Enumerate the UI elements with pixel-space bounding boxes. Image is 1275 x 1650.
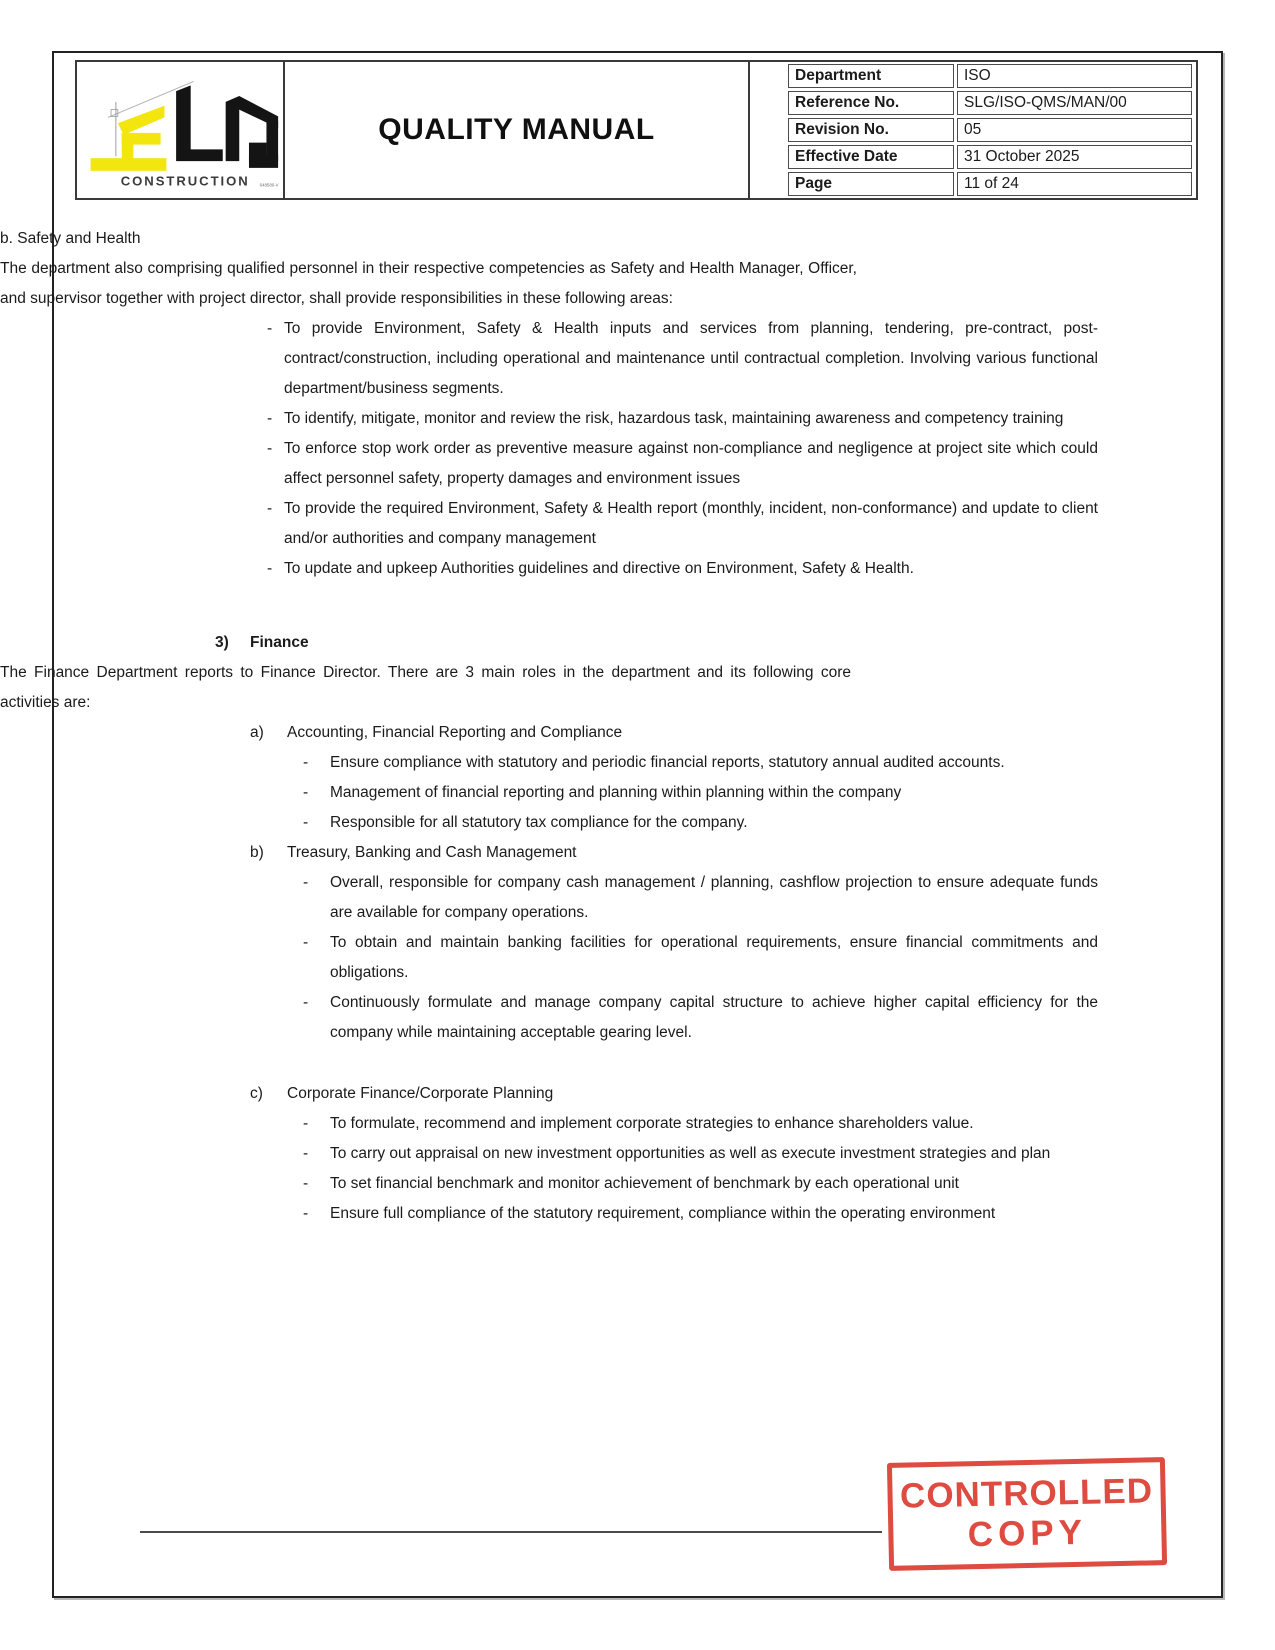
finance-intro: The Finance Department reports to Finance Director. There are 3 main roles in the department and its following core activities are: (0, 664, 851, 711)
logo-l-shape (176, 85, 223, 161)
subsection-title: Accounting, Financial Reporting and Compliance (287, 724, 623, 741)
document-meta-table (785, 61, 1195, 199)
subsection-heading (250, 1079, 1275, 1109)
list-item-text: To obtain and maintain banking facilities for operational requirements, ensure financial commitments and obligations. (330, 934, 1098, 981)
bullet-dash: - (267, 500, 273, 517)
bullet-dash: - (303, 1205, 309, 1222)
logo-reg-text: 648580-V (259, 182, 279, 188)
document-body (0, 224, 1275, 1229)
finance-section (0, 628, 1275, 1229)
list-item-text: To update and upkeep Authorities guidelines and directive on Environment, Safety & Health. (284, 560, 914, 577)
meta-row-reference (788, 91, 1192, 115)
finance-heading-text: Finance (250, 634, 309, 651)
title-cell (285, 62, 750, 198)
meta-label: Revision No. (788, 118, 954, 142)
stamp-text-line1: CONTROLLED (899, 1471, 1154, 1516)
list-item-text: To set financial benchmark and monitor achievement of benchmark by each operational unit (330, 1175, 959, 1192)
document-header (75, 60, 1198, 200)
list-item (303, 988, 1098, 1048)
logo-construction-text: CONSTRUCTION (120, 173, 250, 189)
bullet-dash: - (303, 814, 309, 831)
bullet-dash: - (267, 320, 273, 337)
list-item (303, 778, 1098, 808)
bullet-dash: - (303, 784, 309, 801)
list-item-text: To provide Environment, Safety & Health inputs and services from planning, tendering, pre-contract, post-contract/construction, including operational and maintenance until contractual completion. Involving various functional department/business segments. (284, 320, 1098, 397)
bullet-dash: - (267, 440, 273, 457)
meta-row-department (788, 64, 1192, 88)
subsection-letter: b) (250, 844, 264, 861)
list-item-text: Ensure compliance with statutory and periodic financial reports, statutory annual audited accounts. (330, 754, 1005, 771)
meta-row-effective-date (788, 145, 1192, 169)
stamp-text-line2: COPY (967, 1512, 1088, 1555)
bullet-dash: - (303, 754, 309, 771)
safety-heading: b. Safety and Health (0, 230, 141, 247)
meta-value: 31 October 2025 (957, 145, 1192, 169)
meta-label: Page (788, 172, 954, 196)
company-logo (77, 62, 285, 198)
bullet-dash: - (303, 1145, 309, 1162)
list-item (267, 434, 1098, 494)
meta-value: 11 of 24 (957, 172, 1192, 196)
subsection-heading (250, 718, 1275, 748)
safety-intro: The department also comprising qualified personnel in their respective competencies as Safety and Health Manager, Officer, and supervisor together with project director, shall provide responsibilities in these following areas: (0, 260, 857, 307)
bullet-dash: - (303, 874, 309, 891)
bullet-dash: - (267, 560, 273, 577)
finance-heading (215, 628, 1275, 658)
list-item-text: To identify, mitigate, monitor and review the risk, hazardous task, maintaining awareness and competency training (284, 410, 1064, 427)
list-item (303, 748, 1098, 778)
meta-row-revision (788, 118, 1192, 142)
list-item-text: Continuously formulate and manage company capital structure to achieve higher capital efficiency for the company while maintaining acceptable gearing level. (330, 994, 1098, 1041)
meta-value: 05 (957, 118, 1192, 142)
meta-row-page (788, 172, 1192, 196)
bullet-dash: - (303, 1175, 309, 1192)
bullet-dash: - (303, 994, 309, 1011)
finance-section-number: 3) (215, 634, 229, 651)
bullet-dash: - (303, 1115, 309, 1132)
list-item-text: To provide the required Environment, Safety & Health report (monthly, incident, non-conformance) and update to client and/or authorities and company management (284, 500, 1098, 547)
logo-ground-bar (249, 155, 278, 168)
subsection-letter: a) (250, 724, 264, 741)
logo-s-left (122, 133, 134, 161)
document-meta-cell (750, 62, 1196, 198)
list-item (267, 554, 1098, 584)
list-item-text: Management of financial reporting and planning within planning within the company (330, 784, 902, 801)
meta-label: Effective Date (788, 145, 954, 169)
list-item (303, 1169, 1098, 1199)
list-item (303, 808, 1098, 838)
meta-value: SLG/ISO-QMS/MAN/00 (957, 91, 1192, 115)
bullet-dash: - (267, 410, 273, 427)
subsection-heading (250, 838, 1275, 868)
subsection-letter: c) (250, 1085, 263, 1102)
list-item (267, 404, 1098, 434)
logo-g-right (266, 121, 278, 161)
list-item (303, 868, 1098, 928)
list-item (303, 1109, 1098, 1139)
list-item-text: Responsible for all statutory tax compliance for the company. (330, 814, 748, 831)
subsection-title: Corporate Finance/Corporate Planning (287, 1085, 554, 1102)
list-item (303, 1139, 1098, 1169)
meta-value: ISO (957, 64, 1192, 88)
list-item-text: Overall, responsible for company cash management / planning, cashflow projection to ensure adequate funds are available for company operations. (330, 874, 1098, 921)
meta-label: Department (788, 64, 954, 88)
list-item (267, 494, 1098, 554)
bullet-dash: - (303, 934, 309, 951)
slg-logo-graphic (77, 62, 283, 198)
list-item-text: To enforce stop work order as preventive measure against non-compliance and negligence at project site which could affect personnel safety, property damages and environment issues (284, 440, 1098, 487)
list-item (303, 1199, 1098, 1229)
list-item-text: To carry out appraisal on new investment opportunities as well as execute investment strategies and plan (330, 1145, 1051, 1162)
footer-rule (140, 1531, 882, 1533)
list-item (303, 928, 1098, 988)
list-item-text: To formulate, recommend and implement corporate strategies to enhance shareholders value. (330, 1115, 974, 1132)
page-title: QUALITY MANUAL (378, 113, 655, 146)
controlled-copy-stamp (887, 1457, 1167, 1571)
list-item-text: Ensure full compliance of the statutory requirement, compliance within the operating environment (330, 1205, 996, 1222)
subsection-title: Treasury, Banking and Cash Management (287, 844, 577, 861)
logo-s-bottom (91, 158, 167, 171)
list-item (267, 314, 1098, 404)
meta-label: Reference No. (788, 91, 954, 115)
